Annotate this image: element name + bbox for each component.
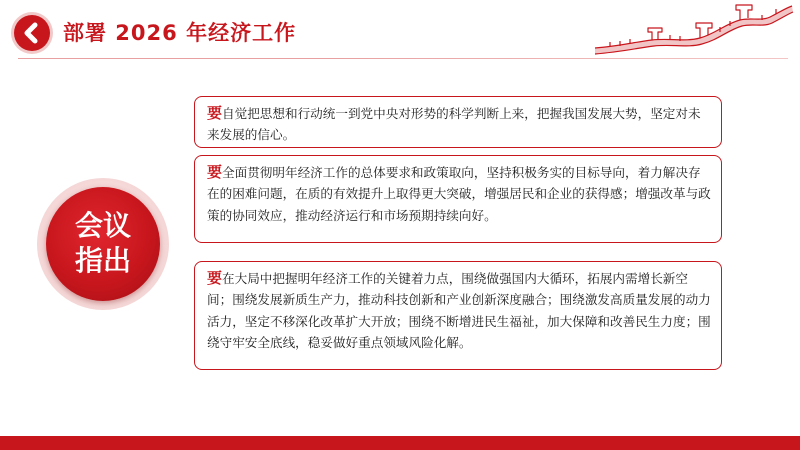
badge-line-1: 会议	[74, 209, 131, 242]
point-body-2: 全面贯彻明年经济工作的总体要求和政策取向，坚持积极务实的目标导向，着力解决存在的困难问题，在质的有效提升上取得更大突破，增强居民和企业的获得感；增强改革与政策的协同效应，推动经济运行和市场预期持续向好。	[207, 165, 711, 223]
point-card-2	[194, 155, 722, 243]
header	[0, 0, 800, 64]
point-body-3: 在大局中把握明年经济工作的关键着力点，围绕做强国内大循环，拓展内需增长新空间；围绕发展新质生产力，推动科技创新和产业创新深度融合；围绕激发高质量发展的动力活力，坚定不移深化改革扩大开放；围绕不断增进民生福祉，加大保障和改善民生力度；围绕守牢安全底线，稳妥做好重点领域风险化解。	[207, 271, 711, 350]
point-card-1	[194, 96, 722, 148]
point-text-2	[207, 162, 711, 226]
point-lead-3: 要	[207, 269, 223, 287]
page-title: 部署 2026 年经济工作	[63, 21, 297, 45]
point-lead-1: 要	[207, 104, 223, 122]
badge-text	[46, 208, 160, 278]
point-card-3	[194, 261, 722, 370]
badge-line-2: 指出	[74, 244, 131, 277]
point-lead-2: 要	[207, 163, 223, 181]
great-wall-icon	[590, 2, 795, 58]
point-body-1: 自觉把思想和行动统一到党中央对形势的科学判断上来，把握我国发展大势，坚定对未来发展的信心。	[207, 106, 701, 143]
point-text-1	[207, 103, 711, 146]
footer-bar	[0, 436, 800, 450]
back-button[interactable]	[14, 15, 50, 51]
chevron-left-icon	[14, 15, 50, 51]
point-text-3	[207, 268, 711, 353]
header-divider	[18, 58, 788, 59]
